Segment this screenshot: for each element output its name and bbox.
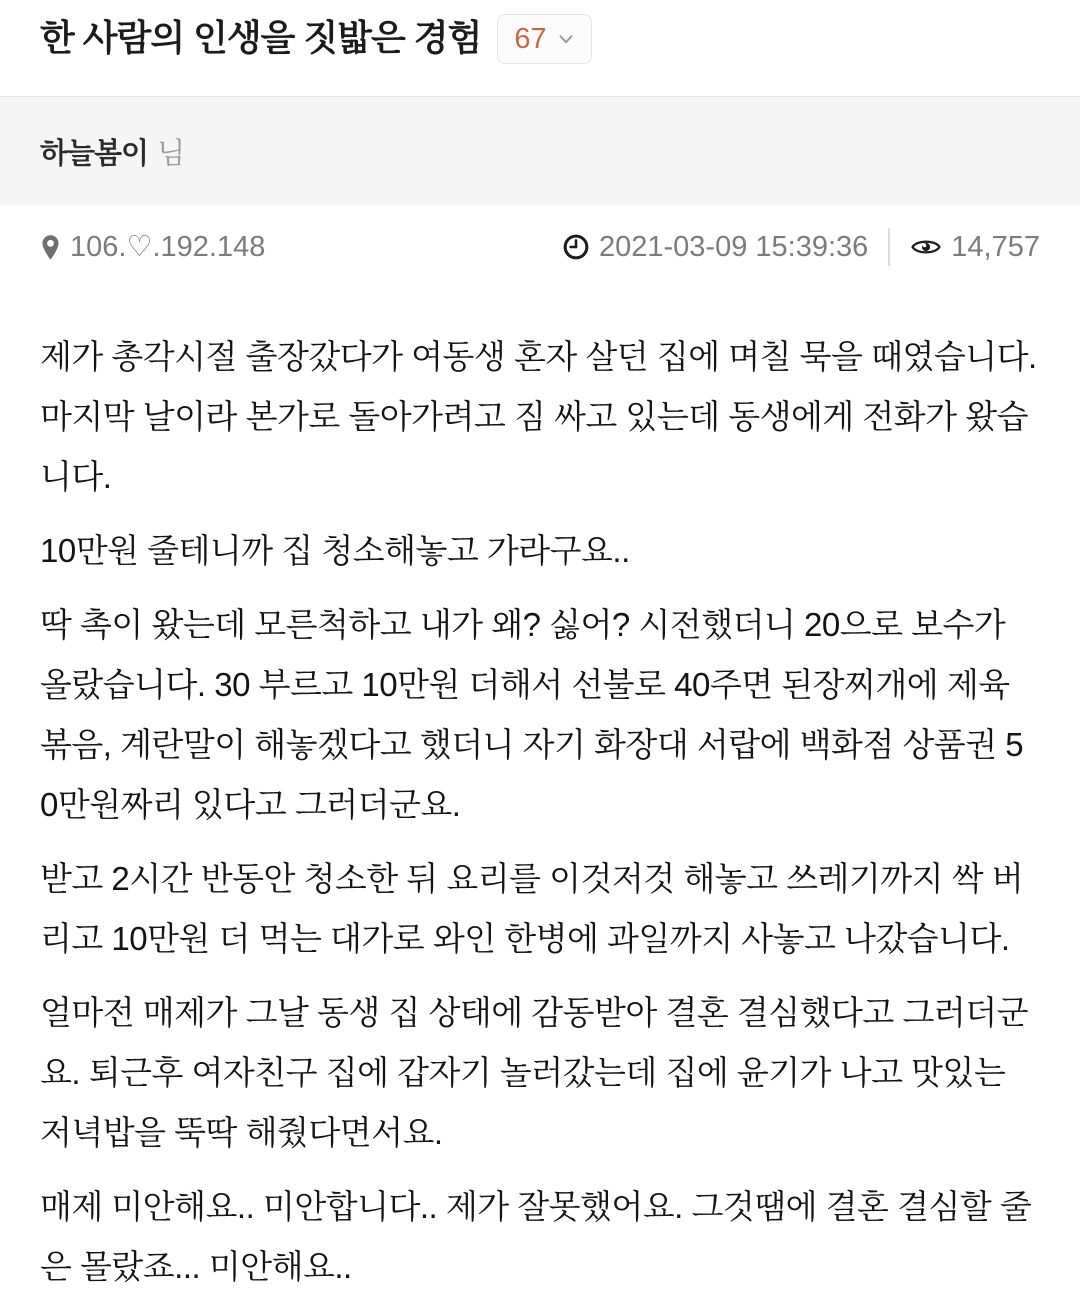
ip-address-text: 106.♡.192.148 xyxy=(70,230,266,263)
body-paragraph: 매제 미안해요.. 미안합니다.. 제가 잘못했어요. 그것땜에 결혼 결심할 줄은 몰랐죠... 미안해요.. xyxy=(40,1188,1032,1285)
author-band xyxy=(0,97,1080,205)
body-paragraph: 딱 촉이 왔는데 모른척하고 내가 왜? 싫어? 시전했더니 20으로 보수가 올랐습니다. 30 부르고 10만원 더해서 선불로 40주면 된장찌개에 제육볶음, 계란말이 해놓겠다고 했더니 자기 화장대 서랍에 백화점 상품권 50만원짜리 있다고 그러더군요. xyxy=(40,606,1024,823)
chevron-down-icon xyxy=(555,28,577,50)
body-paragraph: 10만원 줄테니까 집 청소해놓고 가라구요.. xyxy=(40,532,630,569)
meta-divider xyxy=(888,228,890,266)
clock-icon xyxy=(562,233,590,261)
body-paragraph: 얼마전 매제가 그날 동생 집 상태에 감동받아 결혼 결심했다고 그러더군요. 퇴근후 여자친구 집에 갑자기 놀러갔는데 집에 윤기가 나고 맛있는 저녁밥을 뚝딱 해줬다면서요. xyxy=(40,994,1028,1151)
meta-left xyxy=(40,230,266,263)
meta-right xyxy=(562,228,1040,266)
comment-count: 67 xyxy=(514,22,547,55)
eye-icon xyxy=(910,234,942,260)
post-header xyxy=(0,0,1080,97)
view-count xyxy=(910,230,1040,263)
author-suffix: 님 xyxy=(157,137,185,170)
meta-row xyxy=(0,225,1080,269)
post-body xyxy=(0,327,1080,1297)
body-paragraph: 제가 총각시절 출장갔다가 여동생 혼자 살던 집에 며칠 묵을 때였습니다. 마지막 날이라 본가로 돌아가려고 짐 싸고 있는데 동생에게 전화가 왔습니다. xyxy=(40,338,1037,495)
comment-count-dropdown[interactable] xyxy=(497,14,591,64)
author-name[interactable]: 하늘봄이 xyxy=(40,137,149,170)
body-paragraph: 받고 2시간 반동안 청소한 뒤 요리를 이것저것 해놓고 쓰레기까지 싹 버리고 10만원 더 먹는 대가로 와인 한병에 과일까지 사놓고 나갔습니다. xyxy=(40,860,1024,957)
ip-address xyxy=(40,230,266,263)
page-title: 한 사람의 인생을 짓밟은 경험 xyxy=(40,17,482,58)
location-pin-icon xyxy=(40,234,61,261)
post-datetime xyxy=(562,230,869,263)
post-datetime-text: 2021-03-09 15:39:36 xyxy=(599,230,869,263)
view-count-text: 14,757 xyxy=(951,230,1040,263)
